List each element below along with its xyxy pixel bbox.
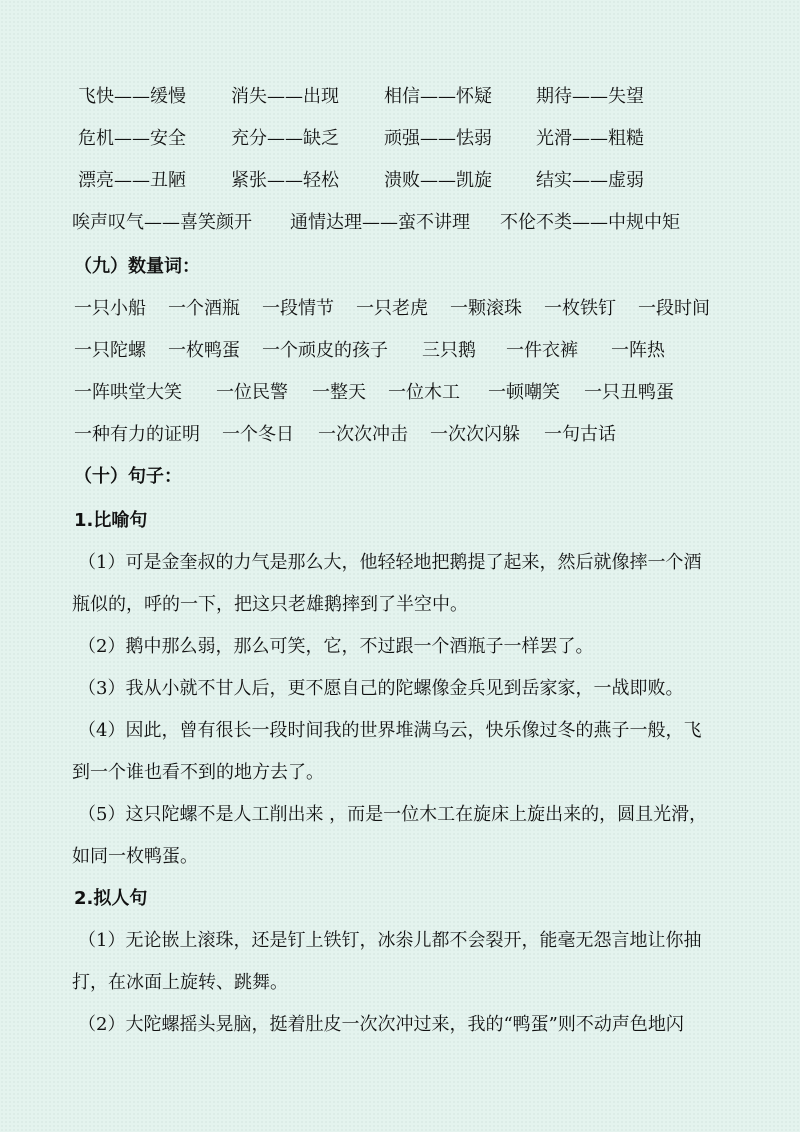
antonym-pair: 溃败——凯旋 [384,170,492,191]
antonym-pair: 充分——缺乏 [231,128,339,149]
simile-line: 瓶似的，呼的一下，把这只老雄鹅摔到了半空中。 [72,594,468,615]
quantifier-item: 一个冬日 [222,424,294,445]
quantifier-item: 一次次闪躲 [430,424,520,445]
personification-line: （1）无论嵌上滚珠，还是钉上铁钉，冰尜儿都不会裂开，能毫无怨言地让你抽 [78,930,702,951]
simile-line: （1）可是金奎叔的力气是那么大，他轻轻地把鹅提了起来，然后就像摔一个酒 [78,552,702,573]
section-heading-sentences: （十）句子： [74,466,182,487]
antonym-pair: 唉声叹气——喜笑颜开 [72,212,252,233]
quantifier-item: 一种有力的证明 [74,424,200,445]
quantifier-item: 一只丑鸭蛋 [584,382,674,403]
quantifier-item: 一个顽皮的孩子 [262,340,388,361]
quantifier-item: 一整天 [312,382,366,403]
antonym-pair: 漂亮——丑陋 [78,170,186,191]
quantifier-item: 一只老虎 [356,298,428,319]
antonym-pair: 结实——虚弱 [536,170,644,191]
quantifier-item: 一颗滚珠 [450,298,522,319]
quantifier-item: 一位木工 [388,382,460,403]
simile-line: （2）鹅中那么弱，那么可笑，它，不过跟一个酒瓶子一样罢了。 [78,636,594,657]
simile-line: （3）我从小就不甘人后，更不愿自己的陀螺像金兵见到岳家家，一战即败。 [78,678,684,699]
simile-line: 到一个谁也看不到的地方去了。 [72,762,324,783]
antonym-pair: 光滑——粗糙 [536,128,644,149]
quantifier-item: 一位民警 [216,382,288,403]
quantifier-item: 一阵哄堂大笑 [74,382,182,403]
simile-line: （4）因此，曾有很长一段时间我的世界堆满乌云，快乐像过冬的燕子一般，飞 [78,720,702,741]
simile-line: （5）这只陀螺不是人工削出来 ，而是一位木工在旋床上旋出来的，圆且光滑， [78,804,708,825]
quantifier-item: 一个酒瓶 [168,298,240,319]
quantifier-item: 一段时间 [638,298,710,319]
antonym-pair: 危机——安全 [78,128,186,149]
quantifier-item: 一顿嘲笑 [488,382,560,403]
quantifier-item: 一枚鸭蛋 [168,340,240,361]
quantifier-item: 一件衣裤 [506,340,578,361]
subheading-simile: 1.比喻句 [74,510,148,531]
antonym-pair: 顽强——怯弱 [384,128,492,149]
antonym-pair: 飞快——缓慢 [78,86,186,107]
quantifier-item: 一句古话 [544,424,616,445]
antonym-pair: 紧张——轻松 [231,170,339,191]
personification-line: （2）大陀螺摇头晃脑，挺着肚皮一次次冲过来，我的“鸭蛋”则不动声色地闪 [78,1014,684,1035]
subheading-personification: 2.拟人句 [74,888,148,909]
quantifier-item: 一枚铁钉 [544,298,616,319]
antonym-pair: 期待——失望 [536,86,644,107]
antonym-pair: 不伦不类——中规中矩 [500,212,680,233]
quantifier-item: 三只鹅 [422,340,476,361]
antonym-pair: 相信——怀疑 [384,86,492,107]
quantifier-item: 一只陀螺 [74,340,146,361]
quantifier-item: 一段情节 [262,298,334,319]
section-heading-quantifiers: （九）数量词： [74,256,200,277]
quantifier-item: 一次次冲击 [318,424,408,445]
personification-line: 打，在冰面上旋转、跳舞。 [72,972,288,993]
antonym-pair: 通情达理——蛮不讲理 [290,212,470,233]
antonym-pair: 消失——出现 [231,86,339,107]
quantifier-item: 一阵热 [611,340,665,361]
quantifier-item: 一只小船 [74,298,146,319]
simile-line: 如同一枚鸭蛋。 [72,846,198,867]
